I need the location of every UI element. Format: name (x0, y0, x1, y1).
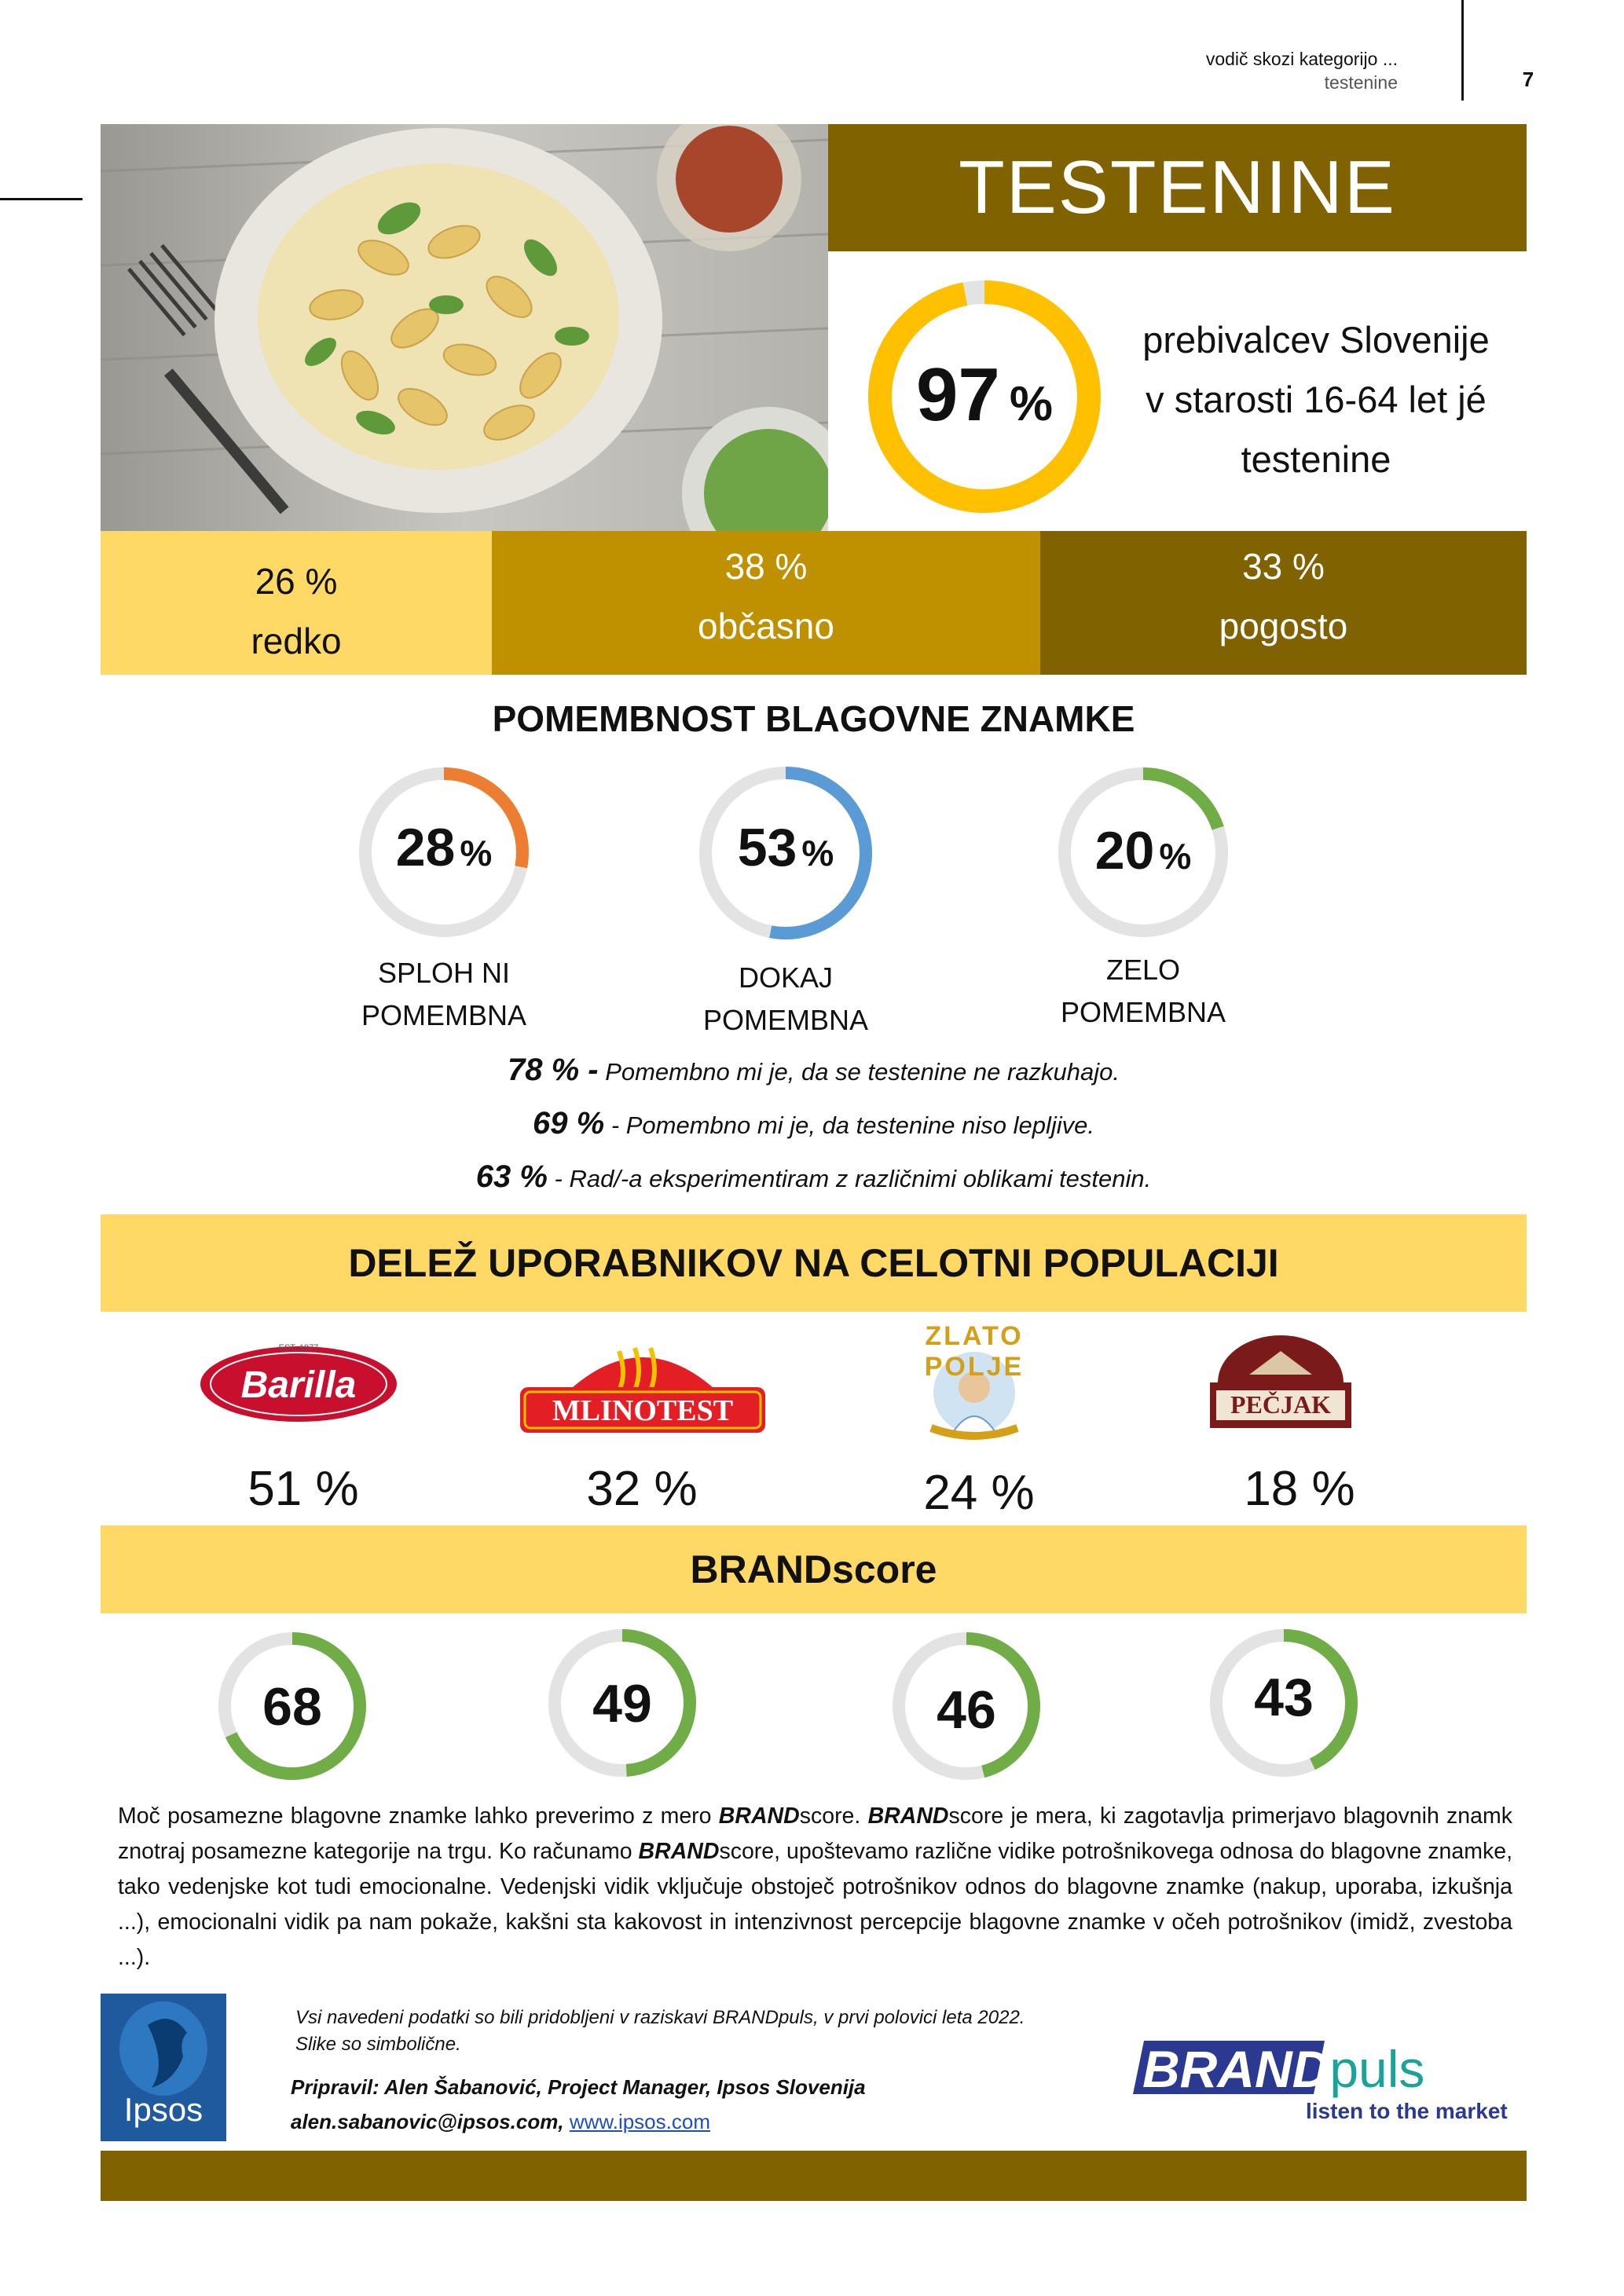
footer-note: Vsi navedeni podatki so bili pridobljeni v raziskavi BRANDpuls, v prvi polovici leta 2022. Slike so simbolične. (295, 2007, 1025, 2055)
statement-1: 78 % - Pomembno mi je, da se testenine ne razkuhajo. (507, 1053, 1120, 1087)
paragraph-segment: score je mera, ki zagotavlja primerjavo blagovnih znamk znotraj posamezne kategorije na trgu. Ko računamo (118, 1803, 1512, 1864)
importance-ring-very-important: 20 % (1053, 762, 1234, 943)
importance-label-not-important: SPLOH NI POMEMBNA (361, 957, 527, 1031)
brandscore-ring-mlinotest: 49 (544, 1624, 701, 1782)
share-section-band (101, 1214, 1527, 1312)
header-divider (1461, 0, 1464, 101)
page-number: 7 (1522, 68, 1534, 91)
barilla-logo: EST. 1877 Barilla (196, 1331, 401, 1433)
brandpuls-wordmark: BRANDpuls (1142, 2040, 1425, 2098)
population-description: prebivalcev Slovenije v starosti 16-64 let jé testenine (1142, 319, 1490, 480)
share-pecjak: 18 % (1244, 1462, 1355, 1516)
ipsos-website-link[interactable]: www.ipsos.com (569, 2110, 710, 2133)
paragraph-segment: score, upoštevamo različne vidike potrošnikovega odnosa do blagovne znamke, tako vedenjske kot tudi emocionalne. Vedenjski vidik vključuje obstoječ potrošnikov odnos do blagovne znamke (nakup, uporaba, izkušnja ...), emocionalni vidik pa nam pokaže, kakšni sta kakovost in intenzivnost percepcije blagovne znamke v očeh potrošnikov (imidž, zvestoba ...). (118, 1839, 1512, 1970)
importance-title: POMEMBNOST BLAGOVNE ZNAMKE (492, 698, 1135, 739)
bottom-bar (101, 2151, 1527, 2201)
footer-credits: Pripravil: Alen Šabanović, Project Manager, Ipsos Slovenija alen.sabanovic@ipsos.com, www.ipsos.com (291, 2075, 866, 2133)
population-unit: % (1009, 377, 1053, 431)
population-ring (863, 275, 1106, 518)
brandscore-ring-barilla: 68 (214, 1628, 371, 1785)
frequency-occasionally: 38 % občasno (492, 531, 1040, 675)
importance-label-very-important: ZELO POMEMBNA (1060, 954, 1226, 1028)
header-guide-title: vodič skozi kategorijo ... (1205, 49, 1398, 69)
brandpuls-logo: BRANDpuls listen to the market (1128, 2033, 1521, 2127)
brandscore-ring-pecjak: 43 (1205, 1624, 1362, 1782)
brandscore-explanation (118, 1799, 1512, 1976)
paragraph-segment: score. (799, 1803, 868, 1829)
pasta-photo (101, 124, 828, 531)
frequency-rarely: 26 % redko (101, 531, 492, 675)
mlinotest-logo: MLINOTEST (517, 1327, 768, 1437)
paragraph-segment: Moč posamezne blagovne znamke lahko preverimo z mero (118, 1803, 719, 1829)
importance-ring-fairly-important: 53 % (693, 760, 878, 946)
paragraph-segment: BRAND (638, 1839, 720, 1864)
share-barilla: 51 % (247, 1462, 359, 1516)
pecjak-logo: PEČJAK (1202, 1327, 1359, 1437)
importance-ring-not-important: 28 % (354, 762, 534, 943)
brandscore-title: BRANDscore (690, 1547, 937, 1591)
frequency-often: 33 % pogosto (1040, 531, 1527, 675)
zlato-polje-logo: ZLATO POLJE (876, 1318, 1072, 1444)
left-rule (0, 198, 82, 200)
paragraph-segment: BRAND (867, 1803, 949, 1829)
statement-2: 69 % - Pomembno mi je, da testenine niso lepljive. (533, 1106, 1094, 1141)
share-section-title: DELEŽ UPORABNIKOV NA CELOTNI POPULACIJI (348, 1241, 1279, 1285)
paragraph-segment: BRAND (718, 1803, 800, 1829)
page-title: TESTENINE (828, 124, 1527, 251)
brandscore-band (101, 1525, 1527, 1613)
importance-label-fairly-important: DOKAJ POMEMBNA (702, 961, 869, 1036)
share-zlato-polje: 24 % (923, 1466, 1035, 1520)
population-value: 97 (916, 353, 1000, 437)
statement-3: 63 % - Rad/-a eksperimentiram z različnimi oblikami testenin. (475, 1159, 1152, 1194)
header-category: testenine (1324, 72, 1398, 93)
brandscore-ring-zlato-polje: 46 (888, 1628, 1045, 1785)
ipsos-logo: Ipsos (101, 1994, 226, 2141)
footer-email: alen.sabanovic@ipsos.com, (291, 2110, 564, 2133)
share-mlinotest: 32 % (586, 1462, 698, 1516)
